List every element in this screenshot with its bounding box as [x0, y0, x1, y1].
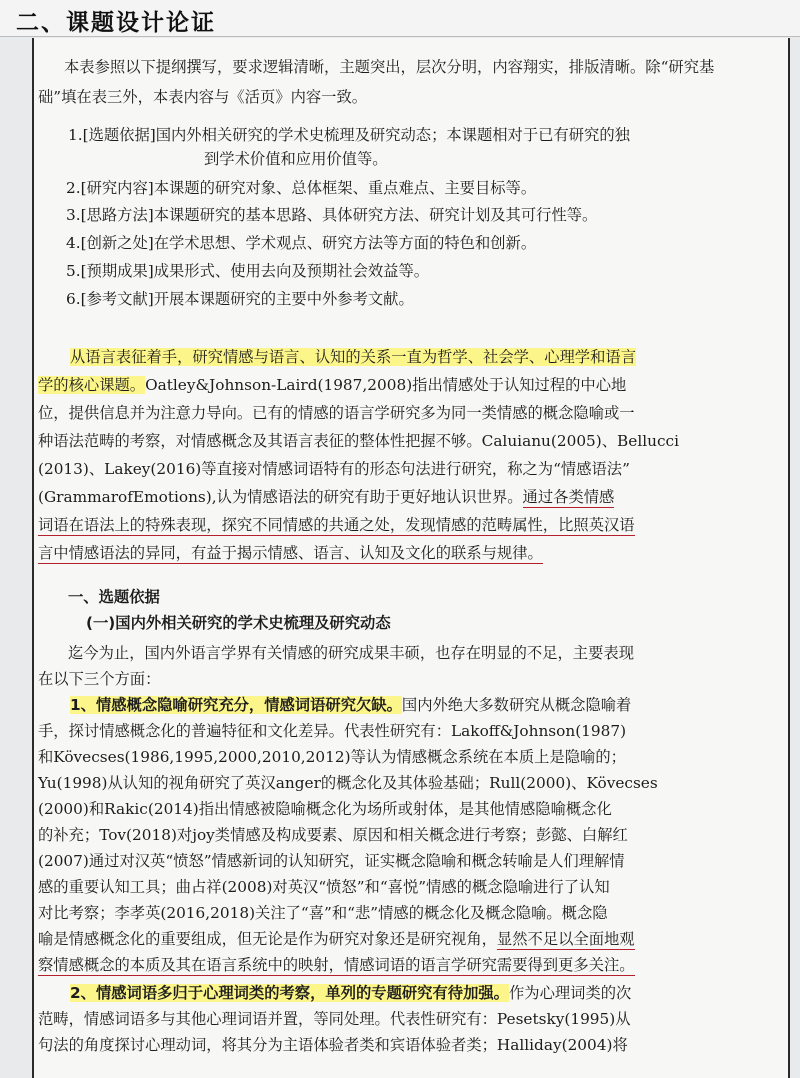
outline-item-3: 3.[思路方法]本课题研究的基本思路、具体研究方法、研究计划及其可行性等。 — [66, 206, 598, 224]
point1-line-1: 1、情感概念隐喻研究充分，情感词语研究欠缺。国内外绝大多数研究从概念隐喻着 — [70, 696, 632, 714]
point1-line-8: 感的重要认知工具；曲占祥(2008)对英汉“愤怒”和“喜悦”情感的概念隐喻进行了认知 — [38, 878, 610, 896]
outline-item-6: 6.[参考文献]开展本课题研究的主要中外参考文献。 — [66, 290, 414, 308]
point1-lead: 1、情感概念隐喻研究充分，情感词语研究欠缺。 — [70, 696, 402, 714]
para1-line-6: (GrammarofEmotions),认为情感语法的研究有助于更好地认识世界。通过各类情感 — [38, 488, 615, 506]
point1-line-11 — [38, 954, 635, 976]
para1-line-4: 种语法范畴的考察，对情感概念及其语言表征的整体性把握不够。Caluianu(2005)、Bellucci — [38, 432, 680, 450]
point1-line-7: (2007)通过对汉英“愤怒”情感新词的认知研究，证实概念隐喻和概念转喻是人们理解情 — [38, 852, 625, 870]
para1-line-1 — [70, 346, 636, 368]
highlighted-text: 从语言表征着手，研究情感与语言、认知的关系一直为哲学、社会学、心理学和语言 — [70, 348, 636, 366]
outline-item-2: 2.[研究内容]本课题的研究对象、总体框架、重点难点、主要目标等。 — [66, 179, 537, 197]
point1-line-9: 对比考察；李孝英(2016,2018)关注了“喜”和“悲”情感的概念化及概念隐喻。概念隐 — [38, 904, 608, 922]
para1-line-5: (2013)、Lakey(2016)等直接对情感词语特有的形态句法进行研究，称之为“情感语法” — [38, 460, 630, 478]
underlined-text: 词语在语法上的特殊表现，探究不同情感的共通之处，发现情感的范畴属性，比照英汉语 — [38, 516, 635, 534]
highlighted-text: 学的核心课题。 — [38, 376, 146, 394]
point2-line-1: 2、情感词语多归于心理词类的考察，单列的专题研究有待加强。作为心理词类的次 — [70, 984, 632, 1002]
underlined-text: 通过各类情感 — [522, 488, 615, 506]
section-title: 二、课题设计论证 — [16, 10, 216, 36]
outline-item-1: 1.[选题依据]国内外相关研究的学术史梳理及研究动态；本课题相对于已有研究的独 — [68, 126, 630, 144]
underlined-text: 言中情感语法的异同，有益于揭示情感、语言、认知及文化的联系与规律。 — [38, 544, 543, 562]
outline-item-4: 4.[创新之处]在学术思想、学术观点、研究方法等方面的特色和创新。 — [66, 234, 537, 252]
para2-line-2: 在以下三个方面： — [38, 670, 161, 688]
point2-line-2: 范畴，情感词语多与其他心理词语并置，等同处理。代表性研究有：Pesetsky(1995)从 — [38, 1010, 631, 1028]
para2-line-1: 迄今为止，国内外语言学界有关情感的研究成果丰硕，也存在明显的不足，主要表现 — [68, 644, 634, 662]
point1-line-2: 手，探讨情感概念化的普遍特征和文化差异。代表性研究有：Lakoff&Johnson(1987) — [38, 722, 627, 740]
point1-line-10: 喻是情感概念化的重要组成，但无论是作为研究对象还是研究视角，显然不足以全面地观 — [38, 930, 635, 948]
point1-line-6: 的补充；Tov(2018)对joy类情感及构成要素、原因和相关概念进行考察；彭懿、白解红 — [38, 826, 628, 844]
para1-line-8 — [38, 542, 543, 564]
point2-line-3: 句法的角度探讨心理动词，将其分为主语体验者类和宾语体验者类；Halliday(2004)将 — [38, 1036, 628, 1054]
outline-item-5: 5.[预期成果]成果形式、使用去向及预期社会效益等。 — [66, 262, 430, 280]
outline-item-1-cont: 到学术价值和应用价值等。 — [204, 150, 388, 168]
section-header — [0, 0, 800, 37]
heading-2: (一)国内外相关研究的学术史梳理及研究动态 — [86, 614, 391, 632]
intro-line-2: 础”填在表三外，本表内容与《活页》内容一致。 — [38, 88, 368, 106]
para1-line-2: 学的核心课题。Oatley&Johnson-Laird(1987,2008)指出情感处于认知过程的中心地 — [38, 376, 627, 394]
para1-line-7 — [38, 514, 635, 536]
point1-line-3: 和Kövecses(1986,1995,2000,2010,2012)等认为情感概念系统在本质上是隐喻的； — [38, 748, 626, 766]
intro-line-1: 本表参照以下提纲撰写，要求逻辑清晰，主题突出，层次分明，内容翔实，排版清晰。除“研究基 — [64, 58, 715, 76]
point1-line-4: Yu(1998)从认知的视角研究了英汉anger的概念化及其体验基础；Rull(2000)、Kövecses — [38, 774, 658, 792]
underlined-text: 察情感概念的本质及其在语言系统中的映射，情感词语的语言学研究需要得到更多关注。 — [38, 956, 635, 974]
point2-lead: 2、情感词语多归于心理词类的考察，单列的专题研究有待加强。 — [70, 984, 509, 1002]
underlined-text: 显然不足以全面地观 — [496, 930, 635, 948]
heading-1: 一、选题依据 — [68, 588, 160, 606]
point1-line-5: (2000)和Rakic(2014)指出情感被隐喻概念化为场所或射体，是其他情感隐喻概念化 — [38, 800, 612, 818]
content-panel — [32, 38, 790, 1078]
para1-line-3: 位，提供信息并为注意力导向。已有的情感的语言学研究多为同一类情感的概念隐喻或一 — [38, 404, 635, 422]
